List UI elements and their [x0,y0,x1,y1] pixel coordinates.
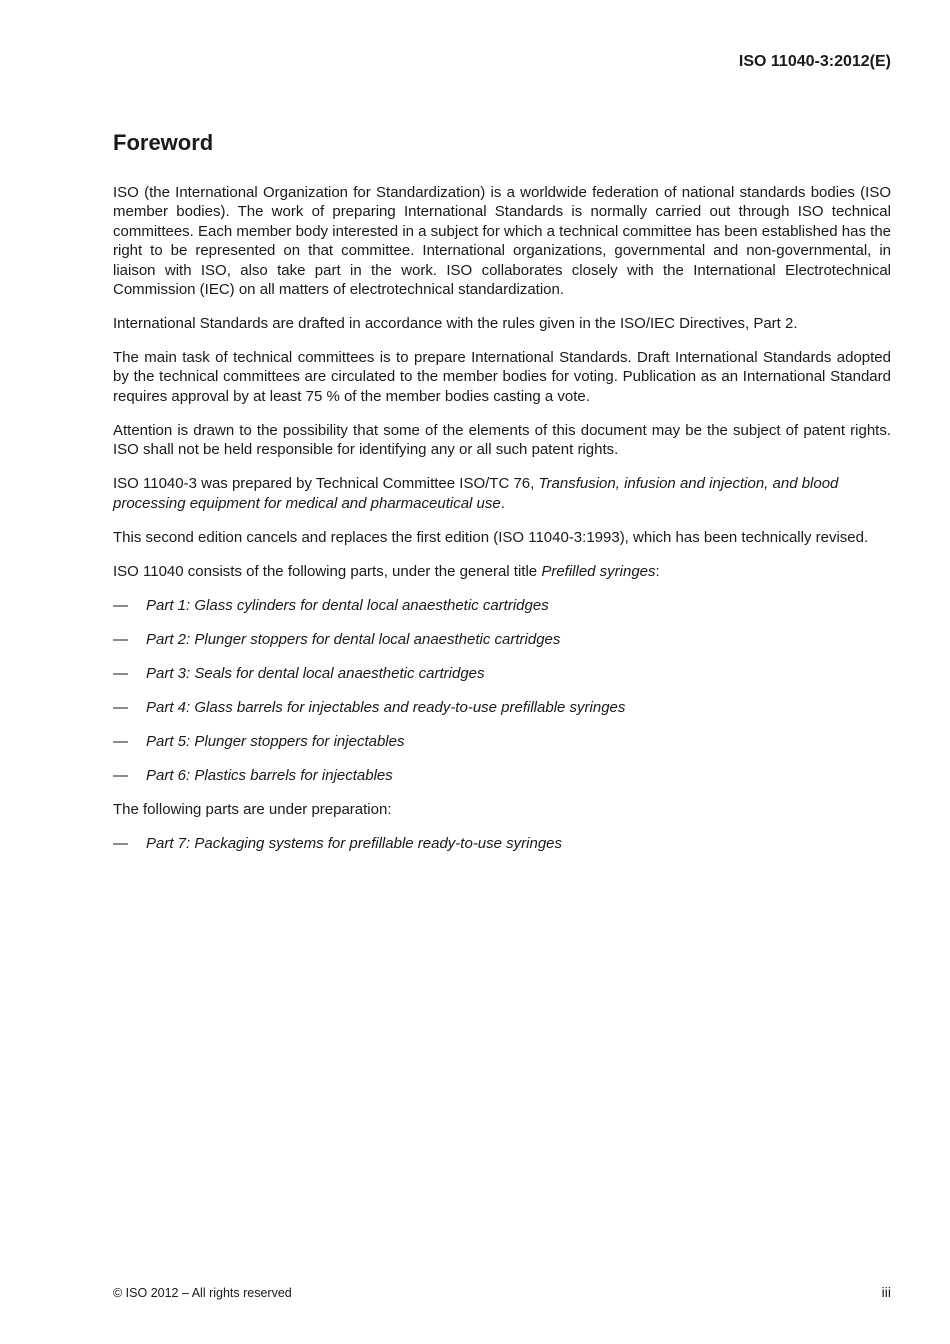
committee-title: Transfusion, infusion and injection, and blood processing equipment for medical and pharmaceutical use [113,475,839,512]
list-item [113,834,891,853]
list-item [113,698,891,717]
copyright-notice: © ISO 2012 – All rights reserved [113,1286,292,1300]
part-title: Part 5: Plunger stoppers for injectables [146,732,405,750]
paragraph-edition: This second edition cancels and replaces the first edition (ISO 11040-3:1993), which has been technically revised. [113,528,869,546]
parts-intro-end: : [655,562,660,580]
part-title: Part 6: Plastics barrels for injectables [146,766,393,784]
parts-intro-text: ISO 11040 consists of the following parts, under the general title [113,562,542,580]
parts-list [113,596,891,785]
part-title: Part 1: Glass cylinders for dental local anaesthetic cartridges [146,596,549,614]
list-dash: — [113,732,128,750]
list-dash: — [113,630,128,648]
part-title: Part 7: Packaging systems for prefillable ready-to-use syringes [146,834,563,852]
prepared-by-text: ISO 11040-3 was prepared by Technical Committee ISO/TC 76, [113,475,539,493]
paragraph-under-preparation: The following parts are under preparation: [113,800,392,818]
list-dash: — [113,664,128,682]
paragraph-main-task: The main task of technical committees is to prepare International Standards. Draft International Standards adopted by the technical committees are circulated to the member bodies for voting. Publication as an International Standard requires approval by at least 75 % of the member bodies casting a vote. [113,349,891,405]
paragraph-prepared-by [113,474,891,513]
list-dash: — [113,596,128,614]
foreword-body [113,183,891,868]
list-item [113,766,891,785]
list-dash: — [113,766,128,784]
part-title: Part 4: Glass barrels for injectables and ready-to-use prefillable syringes [146,698,626,716]
list-item [113,664,891,683]
list-item [113,732,891,751]
paragraph-iso-intro: ISO (the International Organization for Standardization) is a worldwide federation of national standards bodies (ISO member bodies). The work of preparing International Standards is normally carried out through ISO technical committees. Each member body interested in a subject for which a technical committee has been established has the right to be represented on that committee. International organizations, governmental and non-governmental, in liaison with ISO, also take part in the work. ISO collaborates closely with the International Electrotechnical Commission (IEC) on all matters of electrotechnical standardization. [113,184,891,299]
parts-in-preparation-list [113,834,891,853]
prepared-by-end: . [500,494,505,512]
list-item [113,630,891,649]
paragraph-directives: International Standards are drafted in accordance with the rules given in the ISO/IEC Directives, Part 2. [113,315,798,333]
page-number: iii [881,1284,891,1300]
list-dash: — [113,698,128,716]
paragraph-parts-intro [113,562,891,581]
part-title: Part 2: Plunger stoppers for dental local anaesthetic cartridges [146,630,561,648]
paragraph-patent: Attention is drawn to the possibility that some of the elements of this document may be the subject of patent rights. ISO shall not be held responsible for identifying any or all such patent rights. [113,421,891,459]
general-title: Prefilled syringes [541,562,656,580]
list-dash: — [113,834,128,852]
part-title: Part 3: Seals for dental local anaesthetic cartridges [146,664,485,682]
document-code: ISO 11040-3:2012(E) [738,53,891,70]
list-item [113,596,891,615]
page-title: Foreword [113,130,214,155]
